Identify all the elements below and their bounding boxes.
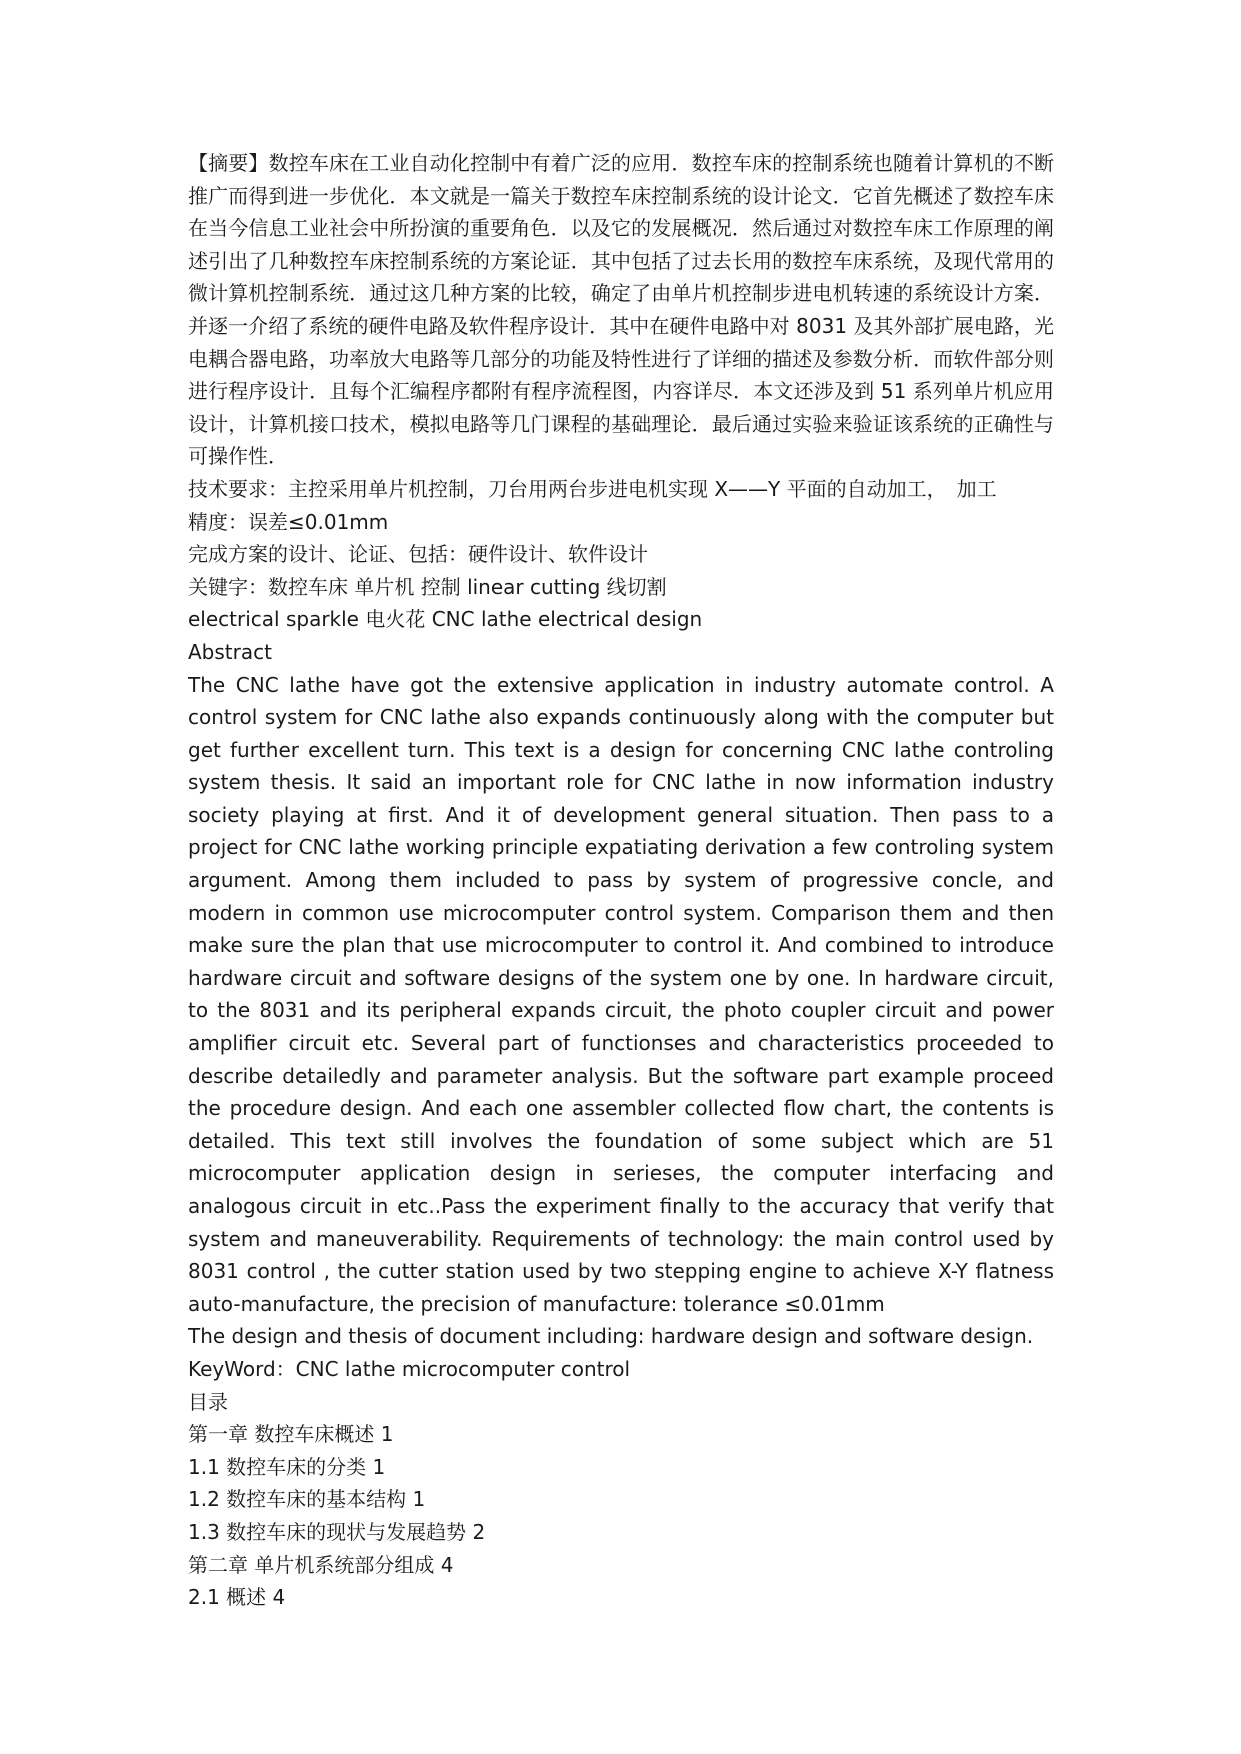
abstract-english: The CNC lathe have got the extensive application in industry automate control. A control system for CNC lathe also expands continuously along with the computer but get further excellent turn. This text is a design for concerning CNC lathe controling system thesis. It said an important role for CNC lathe in now information industry society playing at first. And it of development general situation. Then pass to a project for CNC lathe working principle expatiating derivation a few controling system argument. Among them included to pass by system of progressive concle, and modern in common use microcomputer control system. Comparison them and then make sure the plan that use microcomputer to control it. And combined to introduce hardware circuit and software designs of the system one by one. In hardware circuit, to the 8031 and its peripheral expands circuit, the photo coupler circuit and power amplifier circuit etc. Several part of functionses and characteristics proceeded to describe detailedly and parameter analysis. But the software part example proceed the procedure design. And each one assembler collected flow chart, the contents is detailed. This text still involves the foundation of some subject which are 51 microcomputer application design in serieses, the computer interfacing and analogous circuit in etc..Pass the experiment finally to the accuracy that verify that system and maneuverability. Requirements of technology: the main control used by 8031 control , the cutter station used by two stepping engine to achieve X-Y flatness auto-manufacture, the precision of manufacture: tolerance ≤0.01mm [188,672,1054,1316]
tech-requirements-line-1: 技术要求：主控采用单片机控制，刀台用两台步进电机实现 X——Y 平面的自动加工， 加工 [188,476,997,501]
scheme-line: 完成方案的设计、论证、包括：硬件设计、软件设计 [188,542,648,567]
design-line: The design and thesis of document including: hardware design and software design. [188,1324,1034,1349]
toc-item: 1.2 数控车床的基本结构 1 [188,1487,426,1512]
abstract-heading: Abstract [188,639,272,664]
abstract-chinese: 【摘要】数控车床在工业自动化控制中有着广泛的应用．数控车床的控制系统也随着计算机的不断推广而得到进一步优化．本文就是一篇关于数控车床控制系统的设计论文．它首先概述了数控车床在当今信息工业社会中所扮演的重要角色．以及它的发展概况．然后通过对数控车床工作原理的阐述引出了几种数控车床控制系统的方案论证．其中包括了过去长用的数控车床系统，及现代常用的微计算机控制系统．通过这几种方案的比较，确定了由单片机控制步进电机转速的系统设计方案．并逐一介绍了系统的硬件电路及软件程序设计．其中在硬件电路中对 8031 及其外部扩展电路，光电耦合器电路，功率放大电路等几部分的功能及特性进行了详细的描述及参数分析．而软件部分则进行程序设计．且每个汇编程序都附有程序流程图，内容详尽．本文还涉及到 51 系列单片机应用设计，计算机接口技术，模拟电路等几门课程的基础理论．最后通过实验来验证该系统的正确性与可操作性． [188,151,1054,469]
tech-requirements-line-2: 精度：误差≤0.01mm [188,509,389,534]
table-of-contents [188,1418,1054,1614]
toc-item: 1.3 数控车床的现状与发展趋势 2 [188,1519,486,1544]
toc-item: 第一章 数控车床概述 1 [188,1422,394,1447]
keyword-english: KeyWord：CNC lathe microcomputer control [188,1356,631,1381]
toc-item: 第二章 单片机系统部分组成 4 [188,1552,454,1577]
toc-item: 1.1 数控车床的分类 1 [188,1454,386,1479]
toc-heading: 目录 [188,1389,228,1414]
keywords-line-1: 关键字：数控车床 单片机 控制 linear cutting 线切割 [188,574,667,599]
keywords-line-2: electrical sparkle 电火花 CNC lathe electrical design [188,607,703,632]
document-page [188,147,1054,1614]
toc-item: 2.1 概述 4 [188,1585,286,1610]
